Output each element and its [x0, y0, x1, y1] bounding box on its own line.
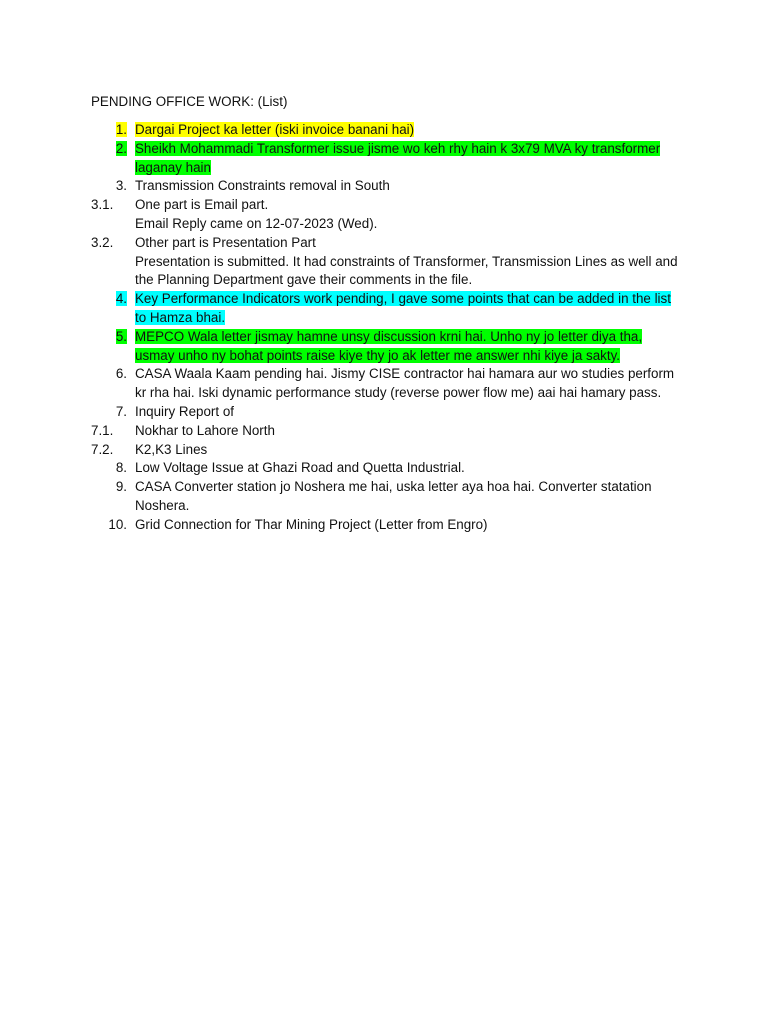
item-text: Transmission Constraints removal in South	[135, 178, 390, 194]
list-item	[91, 121, 691, 140]
item-number: 3.	[115, 178, 127, 194]
item-text: Dargai Project ka letter (iski invoice banani hai)	[135, 122, 415, 137]
item-text: K2,K3 Lines	[135, 441, 208, 457]
item-line: Other part is Presentation Part	[135, 234, 316, 250]
list-item	[91, 290, 691, 328]
item-text: CASA Waala Kaam pending hai. Jismy CISE contractor hai hamara aur wo studies perform kr rha hai. Iski dynamic performance study (reverse power flow me) aai hai hamary pass.	[135, 366, 675, 401]
list-item	[91, 365, 691, 403]
item-number: 5.	[115, 328, 127, 344]
item-number: 3.2.	[91, 234, 114, 250]
item-text: Sheikh Mohammadi Transformer issue jisme wo keh rhy hain k 3x79 MVA ky transformer laganay hain	[135, 140, 661, 175]
list-item	[91, 328, 691, 366]
item-number: 8.	[115, 460, 127, 476]
page-heading: PENDING OFFICE WORK: (List)	[91, 94, 288, 109]
list-item	[91, 459, 691, 478]
item-number: 2.	[115, 140, 127, 156]
item-number: 3.1.	[91, 197, 114, 213]
item-text: MEPCO Wala letter jismay hamne unsy discussion krni hai. Unho ny jo letter diya tha, usmay unho ny bohat points raise kiye thy jo ak letter me answer nhi kiye ja sakty.	[135, 328, 643, 363]
list-item	[91, 196, 691, 234]
item-number: 7.2.	[91, 441, 114, 457]
list-item	[91, 422, 691, 441]
list-item	[91, 234, 691, 290]
item-number: 9.	[115, 479, 127, 495]
item-text: Key Performance Indicators work pending, I gave some points that can be added in the list to Hamza bhai.	[135, 291, 671, 325]
list-item	[91, 177, 691, 196]
item-number: 1.	[115, 122, 127, 137]
item-text: Grid Connection for Thar Mining Project (Letter from Engro)	[135, 516, 488, 532]
item-number: 6.	[115, 366, 127, 382]
item-text	[135, 196, 680, 234]
pending-work-list	[91, 121, 691, 535]
list-item	[91, 516, 691, 535]
list-item	[91, 441, 691, 460]
item-number: 7.1.	[91, 422, 114, 438]
item-text: Low Voltage Issue at Ghazi Road and Quetta Industrial.	[135, 460, 465, 476]
list-item	[91, 478, 691, 516]
item-line: One part is Email part.	[135, 197, 269, 213]
item-text: Nokhar to Lahore North	[135, 422, 275, 438]
item-number: 7.	[115, 403, 127, 419]
item-text: CASA Converter station jo Noshera me hai, uska letter aya hoa hai. Converter statation Noshera.	[135, 479, 652, 513]
item-number: 10.	[108, 516, 127, 532]
list-item	[91, 403, 691, 422]
item-detail: Email Reply came on 12-07-2023 (Wed).	[135, 215, 378, 231]
item-text	[135, 234, 680, 290]
item-detail: Presentation is submitted. It had constraints of Transformer, Transmission Lines as well and the Planning Department gave their comments in the file.	[135, 253, 678, 288]
item-text: Inquiry Report of	[135, 403, 234, 419]
item-number: 4.	[115, 291, 127, 307]
list-item	[91, 140, 691, 178]
